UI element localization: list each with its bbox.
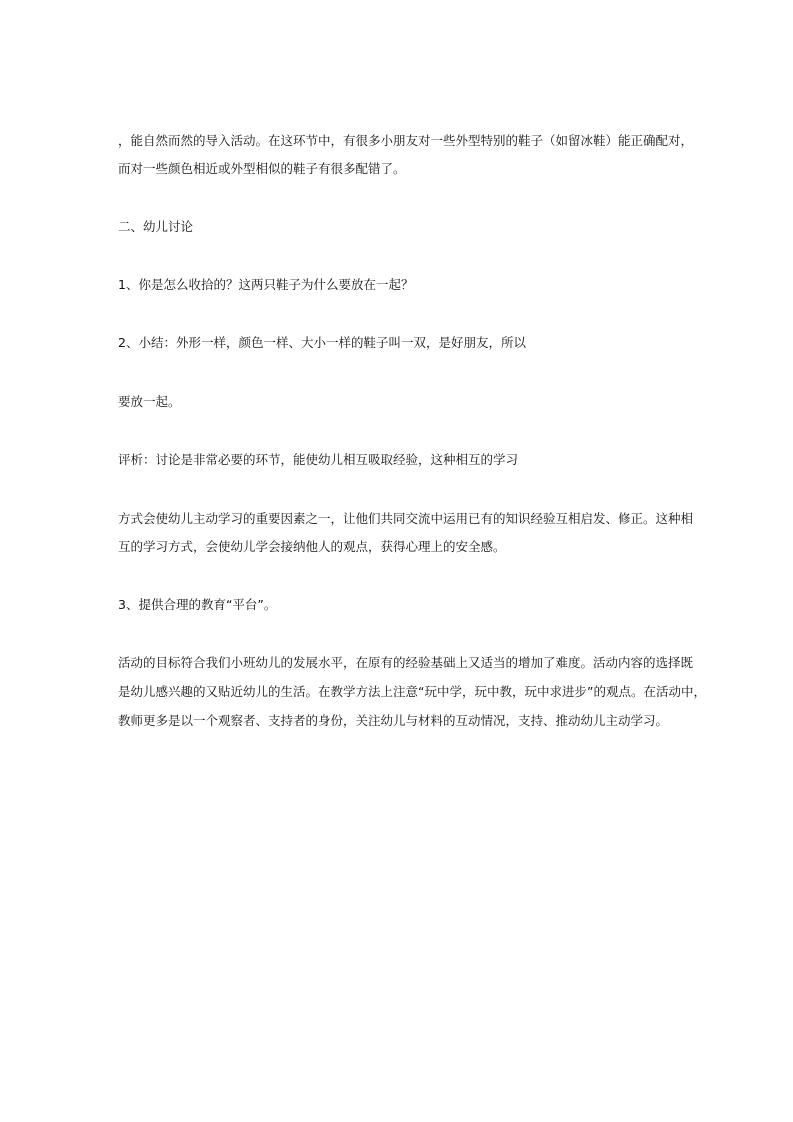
list-item-1: 1、你是怎么收拾的？这两只鞋子为什么要放在一起？ xyxy=(118,277,414,292)
paragraph-intro-line-2: 而对一些颜色相近或外型相似的鞋子有很多配错了。 xyxy=(118,161,406,176)
list-item-2-line-2: 要放一起。 xyxy=(118,394,181,409)
summary-line-1: 活动的目标符合我们小班幼儿的发展水平，在原有的经验基础上又适当的增加了难度。活动内容的选择既 xyxy=(118,655,694,670)
list-item-2-line-1: 2、小结：外形一样，颜色一样、大小一样的鞋子叫一双，是好朋友，所以 xyxy=(118,335,526,350)
commentary-line-3: 互的学习方式，会使幼儿学会接纳他人的观点，获得心理上的安全感。 xyxy=(118,539,506,554)
section-heading-discussion: 二、幼儿讨论 xyxy=(118,219,194,234)
paragraph-intro-line-1: ，能自然而然的导入活动。在这环节中，有很多小朋友对一些外型特别的鞋子（如留冰鞋）能正确配对， xyxy=(118,133,694,148)
summary-line-2: 是幼儿感兴趣的又贴近幼儿的生活。在教学方法上注意“玩中学，玩中教，玩中求进步”的观点。在活动中， xyxy=(118,684,706,699)
summary-line-3: 教师更多是以一个观察者、支持者的身份，关注幼儿与材料的互动情况，支持、推动幼儿主动学习。 xyxy=(118,713,669,728)
list-item-3: 3、提供合理的教育“平台”。 xyxy=(118,597,277,612)
commentary-line-2: 方式会使幼儿主动学习的重要因素之一，让他们共同交流中运用已有的知识经验互相启发、修正。这种相 xyxy=(118,511,694,526)
commentary-line-1: 评析：讨论是非常必要的环节，能使幼儿相互吸取经验，这种相互的学习 xyxy=(118,452,519,467)
